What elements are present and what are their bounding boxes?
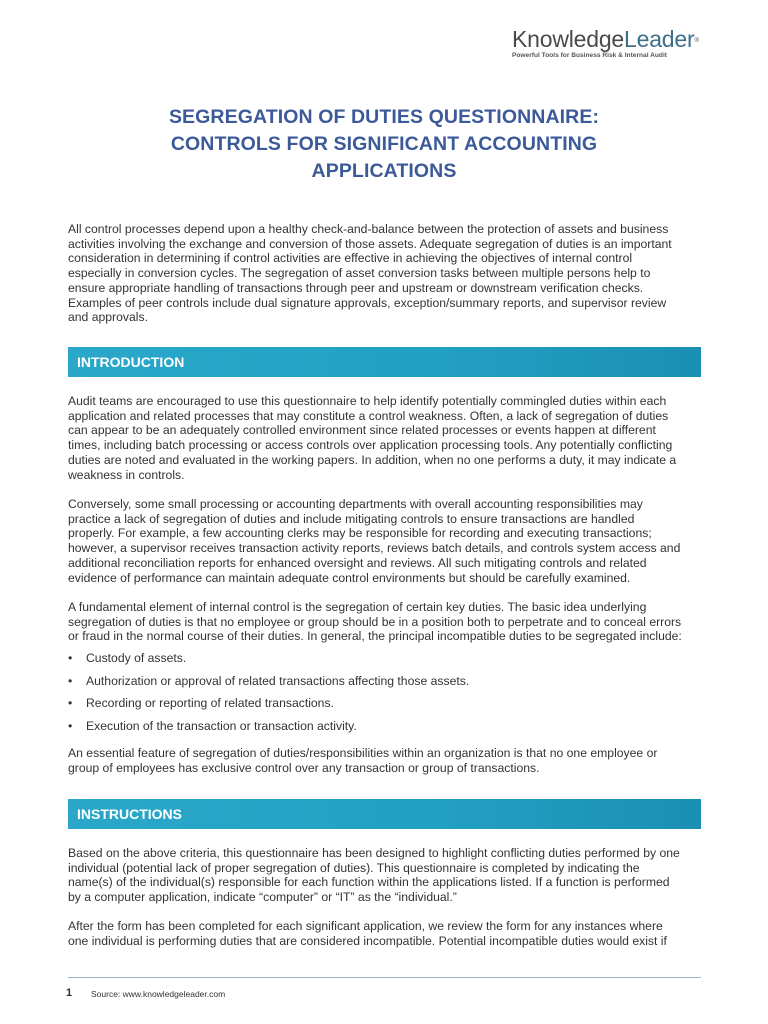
introduction-paragraph-3 bbox=[68, 600, 704, 644]
logo-name bbox=[512, 26, 712, 52]
instructions-paragraph-2 bbox=[68, 919, 704, 948]
text-line: duties are noted and evaluated in the working papers. In addition, when no one performs a duty, it may indicate a bbox=[68, 452, 677, 467]
text-line: properly. For example, a few accounting clerks may be responsible for recording and executing transactions; bbox=[68, 526, 652, 541]
title-line: APPLICATIONS bbox=[311, 160, 457, 182]
text-line: or fraud in the normal course of their duties. In general, the principal incompatible duties to be segregated include: bbox=[68, 629, 682, 644]
title-line: SEGREGATION OF DUTIES QUESTIONNAIRE: bbox=[168, 106, 600, 128]
logo-trademark: ® bbox=[694, 38, 699, 44]
introduction-heading: INTRODUCTION bbox=[68, 347, 701, 377]
page-number: 1 bbox=[66, 987, 73, 999]
text-line: especially in conversion cycles. The segregation of asset conversion tasks between multiple persons help to bbox=[68, 266, 651, 281]
text-line: Conversely, some small processing or accounting departments with overall accounting responsibilities may bbox=[68, 497, 643, 511]
text-line: group of employees has exclusive control over any transaction or group of transactions. bbox=[68, 760, 540, 775]
text-line: one individual is performing duties that are considered incompatible. Potential incompatible duties would exist if bbox=[68, 933, 667, 948]
text-line: Audit teams are encouraged to use this questionnaire to help identify potentially commingled duties within each bbox=[68, 394, 667, 408]
bullet-glyph: • bbox=[68, 719, 73, 734]
text-line: Based on the above criteria, this questionnaire has been designed to highlight conflicting duties performed by one bbox=[68, 846, 680, 860]
list-item-text: Authorization or approval of related transactions affecting those assets. bbox=[86, 673, 470, 688]
list-item-text: Recording or reporting of related transactions. bbox=[86, 696, 334, 711]
title-line: CONTROLS FOR SIGNIFICANT ACCOUNTING bbox=[170, 133, 598, 155]
logo-name-part1: Knowledge bbox=[512, 26, 625, 52]
introduction-paragraph-1 bbox=[68, 394, 704, 482]
text-line: can appear to be an adequately controlled environment since related processes or events happen at different bbox=[68, 423, 656, 438]
text-line: practice a lack of segregation of duties and include mitigating controls to ensure transactions are handled bbox=[68, 511, 635, 526]
intro-paragraph bbox=[68, 222, 704, 325]
text-line: After the form has been completed for each significant application, we review the form for any instances where bbox=[68, 919, 663, 933]
text-line: name(s) of the individual(s) responsible for each function within the applications listed. If a function is performed bbox=[68, 875, 670, 890]
footer-divider bbox=[68, 977, 701, 978]
text-line: activities involving the exchange and conversion of those assets. Adequate segregation of duties is an important bbox=[68, 236, 672, 251]
text-line: segregation of duties is that no employee or group should be in a position both to perpetrate and to conceal errors bbox=[68, 614, 682, 629]
text-line: An essential feature of segregation of duties/responsibilities within an organization is that no one employee or bbox=[68, 746, 658, 760]
text-line: All control processes depend upon a healthy check-and-balance between the protection of assets and business bbox=[68, 222, 669, 236]
text-line: additional reconciliation reports for enhanced oversight and reviews. All such mitigating controls and related bbox=[68, 555, 647, 570]
text-line: and approvals. bbox=[68, 310, 148, 325]
list-item bbox=[68, 650, 704, 673]
logo-name-part2: Leader bbox=[624, 26, 695, 52]
text-line: consideration in determining if control activities are effective in achieving the objectives of internal control bbox=[68, 251, 633, 266]
incompatible-duties-list bbox=[68, 650, 704, 741]
instructions-paragraph-1 bbox=[68, 846, 704, 905]
text-line: A fundamental element of internal control is the segregation of certain key duties. The basic idea underlying bbox=[68, 600, 647, 614]
list-item bbox=[68, 673, 704, 696]
text-line: weakness in controls. bbox=[68, 467, 185, 482]
text-line: by a computer application, indicate “computer” or “IT” as the “individual.” bbox=[68, 890, 457, 905]
text-line: times, including batch processing or access controls over application processing tools. Any potentially conflicting bbox=[68, 438, 673, 453]
source-note: Source: www.knowledgeleader.com bbox=[91, 989, 226, 999]
bullet-glyph: • bbox=[68, 673, 73, 688]
bullet-glyph: • bbox=[68, 651, 73, 665]
introduction-paragraph-2 bbox=[68, 497, 704, 585]
instructions-heading: INSTRUCTIONS bbox=[68, 799, 701, 829]
text-line: individual (potential lack of proper segregation of duties). This questionnaire is completed by indicating the bbox=[68, 860, 640, 875]
logo-tagline: Powerful Tools for Business Risk & Internal Audit bbox=[512, 52, 667, 59]
list-item bbox=[68, 718, 704, 741]
text-line: evidence of performance can maintain adequate control environments but should be carefully examined. bbox=[68, 570, 631, 585]
text-line: however, a supervisor receives transaction activity reports, reviews batch details, and controls system access and bbox=[68, 541, 681, 556]
list-item-text: Execution of the transaction or transaction activity. bbox=[86, 719, 357, 734]
bullet-glyph: • bbox=[68, 696, 73, 711]
text-line: Examples of peer controls include dual signature approvals, exception/summary reports, and supervisor review bbox=[68, 295, 667, 310]
knowledgeleader-logo bbox=[512, 26, 712, 59]
page-title bbox=[90, 104, 678, 185]
text-line: application and related processes that may constitute a control weakness. Often, a lack of segregation of duties bbox=[68, 408, 669, 423]
introduction-paragraph-4 bbox=[68, 746, 704, 775]
text-line: ensure appropriate handling of transactions through peer and upstream or downstream verification checks. bbox=[68, 280, 644, 295]
list-item-text: Custody of assets. bbox=[86, 651, 187, 665]
list-item bbox=[68, 695, 704, 718]
